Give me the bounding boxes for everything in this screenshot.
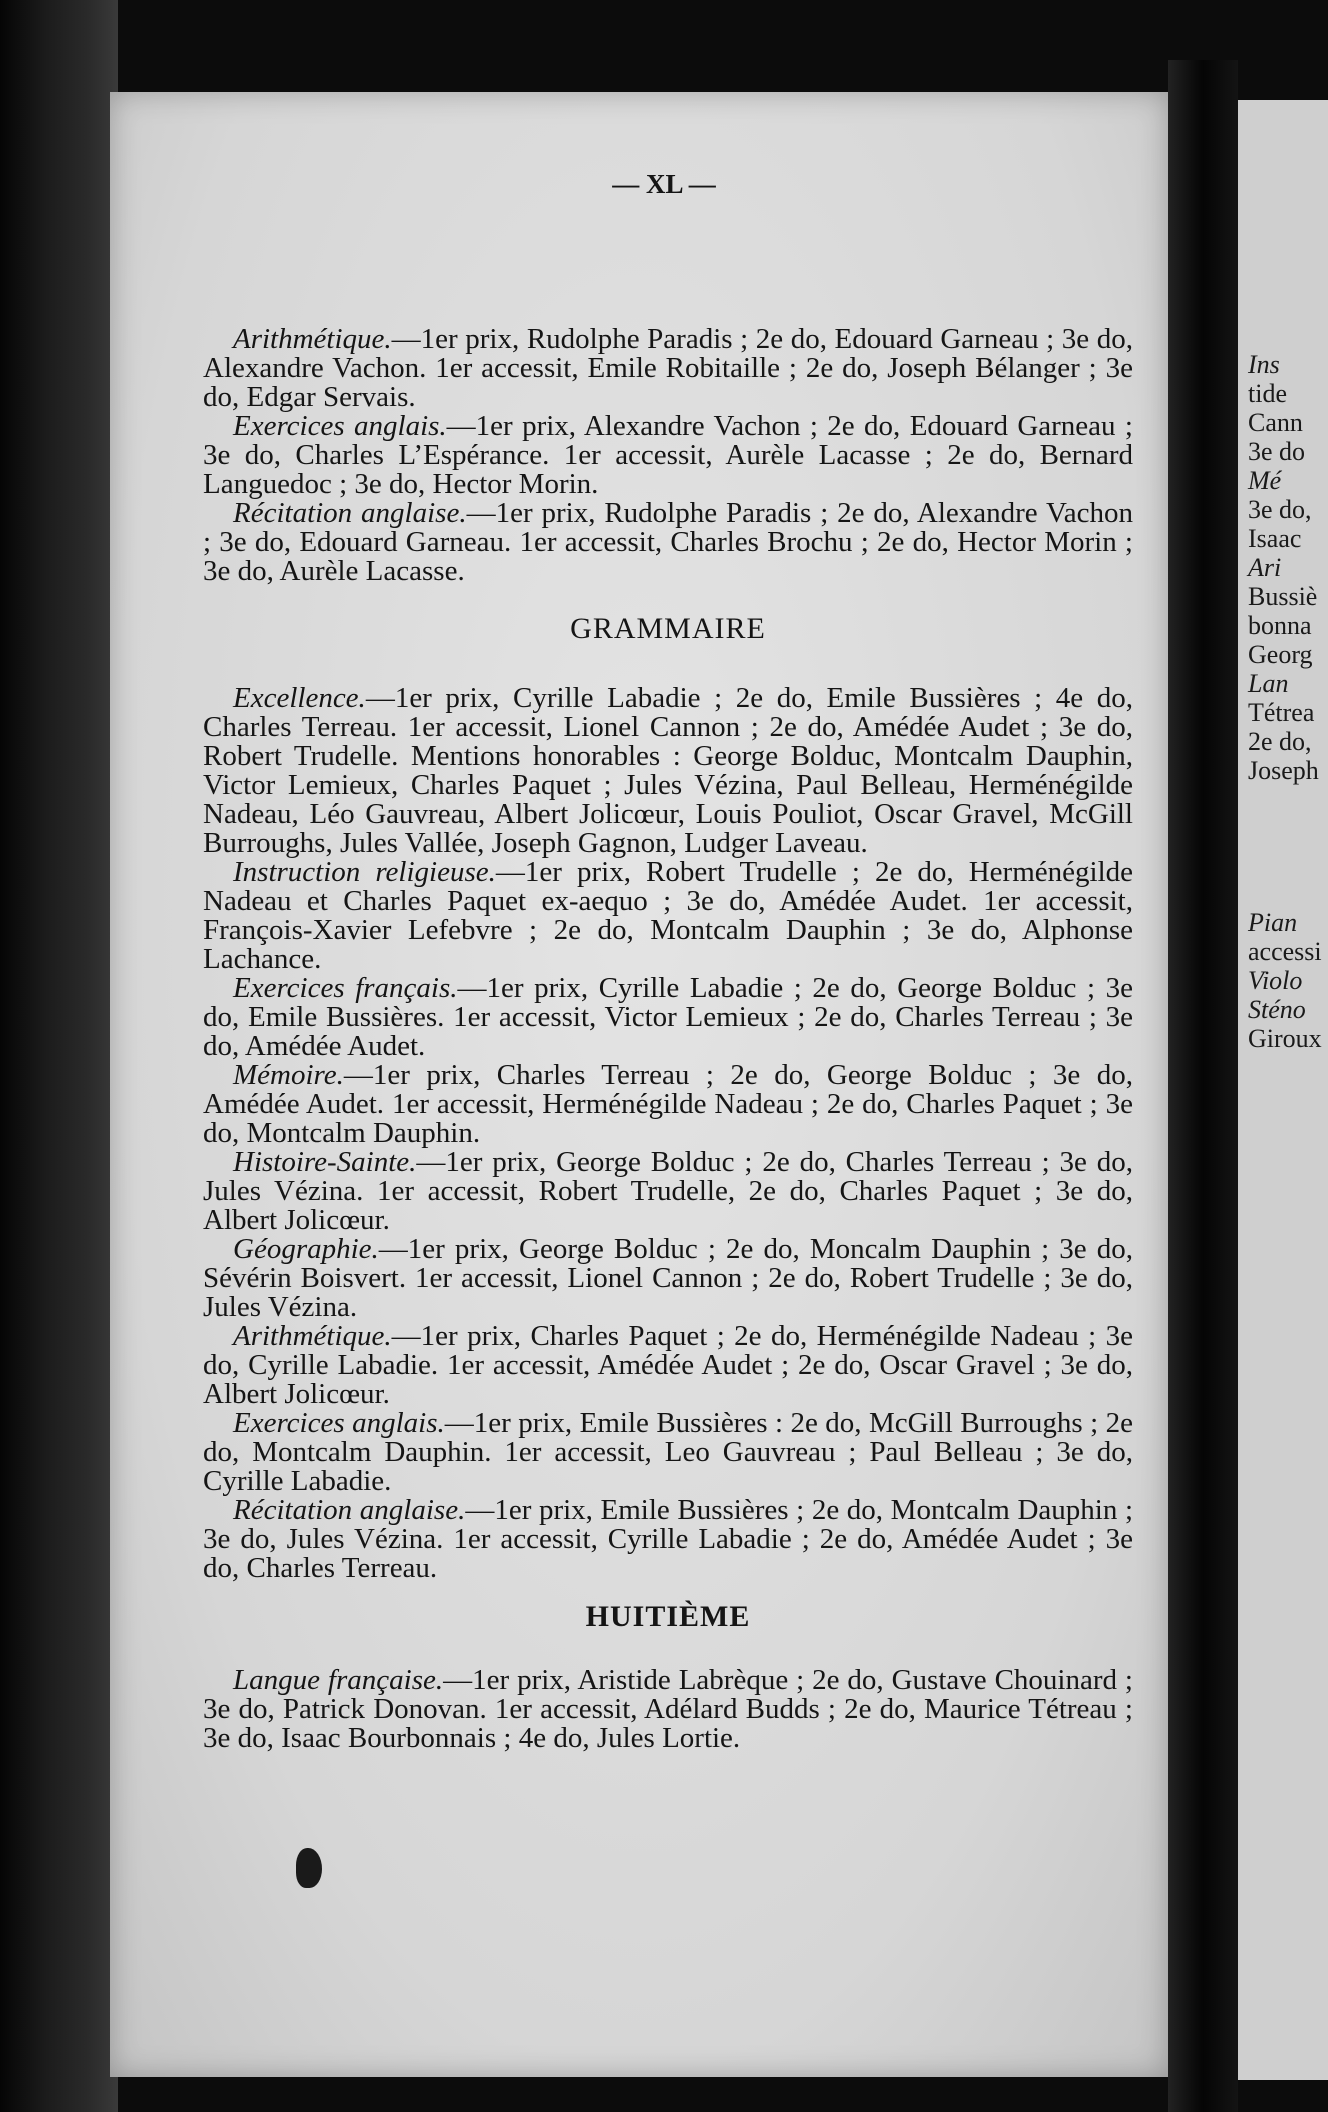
subject-label: Exercices français. (233, 972, 458, 1004)
prize-text: —1er prix, Charles Paquet ; 2e do, Herménégilde Nadeau ; 3e do, Cyrille Labadie. 1er accessit, Amédée Audet ; 2e do, Oscar Gravel ; 3e do, Albert Jolicœur. (203, 1320, 1133, 1410)
prize-text: —1er prix, Alexandre Vachon ; 2e do, Edouard Garneau ; 3e do, Charles L’Espérance. 1er accessit, Aurèle Lacasse ; 2e do, Bernard Languedoc ; 3e do, Hector Morin. (203, 410, 1133, 500)
prize-text: —1er prix, Charles Terreau ; 2e do, George Bolduc ; 3e do, Amédée Audet. 1er accessit, Herménégilde Nadeau ; 2e do, Charles Paquet ; 3e do, Montcalm Dauphin. (203, 1059, 1133, 1149)
subject-label: Récitation anglaise. (233, 497, 467, 529)
fragment-line: tide (1248, 379, 1287, 408)
prize-text: —1er prix, George Bolduc ; 2e do, Moncalm Dauphin ; 3e do, Sévérin Boisvert. 1er accessit, Lionel Cannon ; 2e do, Robert Trudelle ; 3e do, Jules Vézina. (203, 1233, 1133, 1323)
fragment-line: Sténo (1248, 995, 1306, 1024)
fragment-line: Joseph (1248, 756, 1319, 785)
fragment-line: 2e do, (1248, 727, 1312, 756)
fragment-line: Georg (1248, 640, 1313, 669)
prize-text: —1er prix, Cyrille Labadie ; 2e do, Emile Bussières ; 4e do, Charles Terreau. 1er accessit, Lionel Cannon ; 2e do, Amédée Audet ; 3e do, Robert Trudelle. Mentions honorables : George Bolduc, Montcalm Dauphin, Victor Lemieux, Charles Paquet ; Jules Vézina, Paul Belleau, Herménégilde Nadeau, Léo Gauvreau, Albert Jolicœur, Louis Pouliot, Oscar Gravel, McGill Burroughs, Jules Vallée, Joseph Gagnon, Ludger Laveau. (203, 682, 1133, 859)
section-huitieme (203, 1666, 1133, 1753)
fragment-line: Pian (1248, 908, 1298, 937)
prize-paragraph (203, 1666, 1133, 1753)
prize-text: —1er prix, Robert Trudelle ; 2e do, Herménégilde Nadeau et Charles Paquet ex-aequo ; 3e do, Amédée Audet. 1er accessit, François-Xavier Lefebvre ; 2e do, Montcalm Dauphin ; 3e do, Alphonse Lachance. (203, 856, 1133, 975)
book-spine-shadow (0, 0, 118, 2112)
section-grammaire (203, 684, 1133, 1583)
prize-text: —1er prix, George Bolduc ; 2e do, Charles Terreau ; 3e do, Jules Vézina. 1er accessit, Robert Trudelle, 2e do, Charles Paquet ; 3e do, Albert Jolicœur. (203, 1146, 1133, 1236)
subject-label: Arithmétique. (233, 1320, 392, 1352)
prize-paragraph (203, 499, 1133, 586)
prize-paragraph (203, 1235, 1133, 1322)
book-gutter (1168, 60, 1238, 2112)
section-heading-huitieme: HUITIÈME (585, 1600, 751, 1633)
subject-label: Géographie. (233, 1233, 379, 1265)
fragment-line: Tétrea (1248, 698, 1315, 727)
prize-text: —1er prix, Emile Bussières ; 2e do, Montcalm Dauphin ; 3e do, Jules Vézina. 1er accessit, Cyrille Labadie ; 2e do, Amédée Audet ; 3e do, Charles Terreau. (203, 1494, 1133, 1584)
prize-text: —1er prix, Cyrille Labadie ; 2e do, George Bolduc ; 3e do, Emile Bussières. 1er accessit, Victor Lemieux ; 2e do, Charles Terreau ; 3e do, Amédée Audet. (203, 972, 1134, 1062)
fragment-line: Cann (1248, 408, 1303, 437)
page-number: — XL — (612, 169, 716, 199)
prize-text: —1er prix, Aristide Labrèque ; 2e do, Gustave Chouinard ; 3e do, Patrick Donovan. 1er accessit, Adélard Budds ; 2e do, Maurice Tétreau ; 3e do, Isaac Bourbonnais ; 4e do, Jules Lortie. (203, 1664, 1133, 1754)
prize-paragraph (203, 974, 1133, 1061)
ink-blot (296, 1848, 322, 1888)
prize-paragraph (203, 1061, 1133, 1148)
section-heading-grammaire: GRAMMAIRE (570, 612, 766, 645)
fragment-line: 3e do (1248, 437, 1306, 466)
subject-label: Histoire-Sainte. (233, 1146, 417, 1178)
fragment-line: Ari (1248, 553, 1282, 582)
subject-label: Mémoire. (233, 1059, 344, 1091)
fragment-line: Ins (1248, 350, 1280, 379)
prize-paragraph (203, 412, 1133, 499)
fragment-line: Lan (1248, 669, 1289, 698)
prize-paragraph (203, 1322, 1133, 1409)
prize-paragraph (203, 1496, 1133, 1583)
prize-paragraph (203, 858, 1133, 974)
fragment-line: bonna (1248, 611, 1312, 640)
prize-paragraph (203, 325, 1133, 412)
subject-label: Exercices anglais. (233, 410, 447, 442)
fragment-line: 3e do, (1248, 495, 1312, 524)
subject-label: Instruction religieuse. (233, 856, 496, 888)
subject-label: Excellence. (233, 682, 366, 714)
prize-text: —1er prix, Emile Bussières : 2e do, McGill Burroughs ; 2e do, Montcalm Dauphin. 1er accessit, Leo Gauvreau ; Paul Belleau ; 3e do, Cyrille Labadie. (203, 1407, 1133, 1497)
subject-label: Arithmétique. (233, 323, 392, 355)
prize-text: —1er prix, Rudolphe Paradis ; 2e do, Edouard Garneau ; 3e do, Alexandre Vachon. 1er accessit, Emile Robitaille ; 2e do, Joseph Bélanger ; 3e do, Edgar Servais. (203, 323, 1133, 413)
subject-label: Récitation anglaise. (233, 1494, 466, 1526)
section-top-prizes (203, 325, 1133, 586)
fragment-line: Giroux (1248, 1024, 1322, 1053)
fragment-line: Bussiè (1248, 582, 1318, 611)
subject-label: Langue française. (233, 1664, 444, 1696)
fragment-line: Mé (1248, 466, 1282, 495)
prize-paragraph (203, 1148, 1133, 1235)
adjacent-page-fragment (1238, 100, 1328, 2080)
prize-paragraph (203, 684, 1133, 858)
fragment-line: accessi (1248, 937, 1322, 966)
prize-text: —1er prix, Rudolphe Paradis ; 2e do, Alexandre Vachon ; 3e do, Edouard Garneau. 1er accessit, Charles Brochu ; 2e do, Hector Morin ; 3e do, Aurèle Lacasse. (203, 497, 1134, 587)
prize-paragraph (203, 1409, 1133, 1496)
subject-label: Exercices anglais. (233, 1407, 445, 1439)
fragment-line: Isaac (1248, 524, 1302, 553)
fragment-line: Violo (1248, 966, 1303, 995)
